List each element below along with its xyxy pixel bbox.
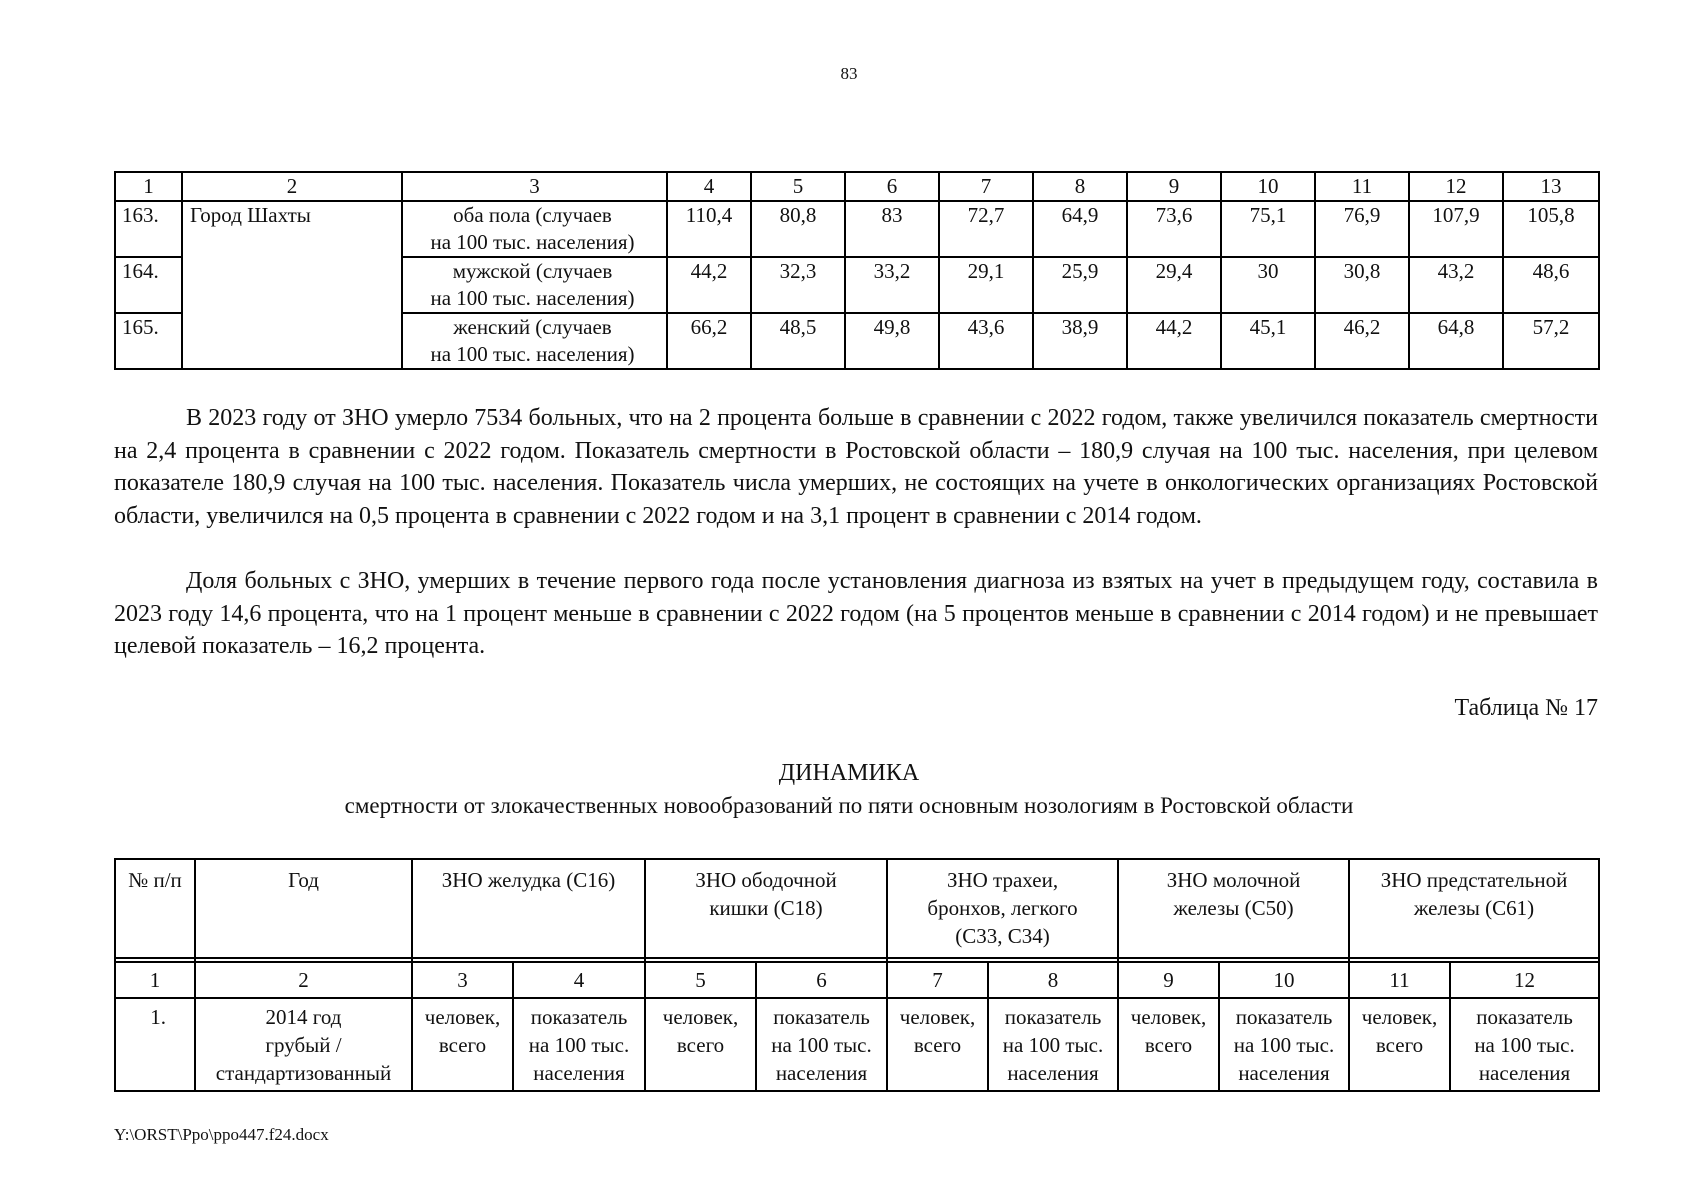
value-cell: 44,2 — [667, 257, 751, 313]
value-cell: 43,2 — [1409, 257, 1503, 313]
row-number: 1. — [115, 998, 195, 1091]
column-index: 13 — [1503, 172, 1599, 201]
page-number: 83 — [840, 64, 858, 83]
table-title: ДИНАМИКА — [778, 760, 920, 786]
value-cell: 105,8 — [1503, 201, 1599, 257]
table-row — [115, 998, 1599, 1091]
value-cell: 57,2 — [1503, 313, 1599, 369]
column-index: 5 — [645, 962, 756, 998]
header-prostate: ЗНО предстательной железы (С61) — [1349, 859, 1599, 958]
column-index-row — [115, 962, 1599, 998]
value-cell: 76,9 — [1315, 201, 1409, 257]
region-name: Город Шахты — [182, 201, 402, 369]
column-index: 3 — [402, 172, 667, 201]
people-cell: человек, всего — [412, 998, 513, 1091]
value-cell: 25,9 — [1033, 257, 1127, 313]
people-cell: человек, всего — [1349, 998, 1450, 1091]
column-index: 10 — [1221, 172, 1315, 201]
row-number: 165. — [115, 313, 182, 369]
header-num: № п/п — [115, 859, 195, 958]
value-cell: 66,2 — [667, 313, 751, 369]
column-index: 6 — [845, 172, 939, 201]
value-cell: 64,9 — [1033, 201, 1127, 257]
mortality-dynamics-table — [114, 858, 1600, 1092]
column-index: 7 — [887, 962, 988, 998]
column-index: 12 — [1450, 962, 1599, 998]
header-stomach: ЗНО желудка (С16) — [412, 859, 645, 958]
column-index: 2 — [182, 172, 402, 201]
column-index: 1 — [115, 172, 182, 201]
people-cell: человек, всего — [887, 998, 988, 1091]
sex-category: женский (случаев на 100 тыс. населения) — [402, 313, 667, 369]
value-cell: 33,2 — [845, 257, 939, 313]
people-cell: человек, всего — [1118, 998, 1219, 1091]
header-lung: ЗНО трахеи, бронхов, легкого (С33, С34) — [887, 859, 1118, 958]
row-number: 164. — [115, 257, 182, 313]
value-cell: 75,1 — [1221, 201, 1315, 257]
column-index: 12 — [1409, 172, 1503, 201]
value-cell: 29,1 — [939, 257, 1033, 313]
sex-category: оба пола (случаев на 100 тыс. населения) — [402, 201, 667, 257]
table-header-row — [115, 859, 1599, 958]
rate-cell: показатель на 100 тыс. населения — [1450, 998, 1599, 1091]
column-index: 7 — [939, 172, 1033, 201]
column-index: 4 — [667, 172, 751, 201]
column-index: 5 — [751, 172, 845, 201]
value-cell: 80,8 — [751, 201, 845, 257]
table-label: Таблица № 17 — [1454, 695, 1598, 721]
column-index: 11 — [1315, 172, 1409, 201]
people-cell: человек, всего — [645, 998, 756, 1091]
table-subtitle: смертности от злокачественных новообразований по пяти основным нозологиям в Ростовской области — [344, 793, 1354, 818]
rate-cell: показатель на 100 тыс. населения — [756, 998, 887, 1091]
value-cell: 72,7 — [939, 201, 1033, 257]
value-cell: 45,1 — [1221, 313, 1315, 369]
value-cell: 49,8 — [845, 313, 939, 369]
value-cell: 110,4 — [667, 201, 751, 257]
regional-data-table — [114, 171, 1600, 370]
value-cell: 43,6 — [939, 313, 1033, 369]
body-paragraph: В 2023 году от ЗНО умерло 7534 больных, что на 2 процента больше в сравнении с 2022 годом, также увеличился показатель смертности на 2,4 процента в сравнении с 2022 годом. Показатель смертности в Ростовской области – 180,9 случая на 100 тыс. населения, при целевом показателе 180,9 случая на 100 тыс. населения. Показатель числа умерших, не состоящих на учете в онкологических организациях Ростовской области, увеличился на 0,5 процента в сравнении с 2022 годом и на 3,1 процент в сравнении с 2014 годом. — [114, 405, 1598, 529]
column-index: 6 — [756, 962, 887, 998]
value-cell: 48,5 — [751, 313, 845, 369]
row-number: 163. — [115, 201, 182, 257]
column-index: 4 — [513, 962, 645, 998]
value-cell: 30,8 — [1315, 257, 1409, 313]
header-breast: ЗНО молочной железы (С50) — [1118, 859, 1349, 958]
rate-cell: показатель на 100 тыс. населения — [513, 998, 645, 1091]
column-index: 10 — [1219, 962, 1349, 998]
column-index: 1 — [115, 962, 195, 998]
table-header-row — [115, 172, 1599, 201]
value-cell: 107,9 — [1409, 201, 1503, 257]
value-cell: 64,8 — [1409, 313, 1503, 369]
header-year: Год — [195, 859, 412, 958]
column-index: 9 — [1118, 962, 1219, 998]
sex-category: мужской (случаев на 100 тыс. населения) — [402, 257, 667, 313]
header-colon: ЗНО ободочной кишки (С18) — [645, 859, 887, 958]
value-cell: 32,3 — [751, 257, 845, 313]
value-cell: 30 — [1221, 257, 1315, 313]
year-cell: 2014 год грубый / стандартизованный — [195, 998, 412, 1091]
value-cell: 73,6 — [1127, 201, 1221, 257]
rate-cell: показатель на 100 тыс. населения — [1219, 998, 1349, 1091]
value-cell: 83 — [845, 201, 939, 257]
table-row — [115, 201, 1599, 257]
column-index: 2 — [195, 962, 412, 998]
value-cell: 44,2 — [1127, 313, 1221, 369]
column-index: 9 — [1127, 172, 1221, 201]
value-cell: 48,6 — [1503, 257, 1599, 313]
column-index: 8 — [988, 962, 1118, 998]
body-paragraph: Доля больных с ЗНО, умерших в течение первого года после установления диагноза из взятых на учет в предыдущем году, составила в 2023 году 14,6 процента, что на 1 процент меньше в сравнении с 2022 годом (на 5 процентов меньше в сравнении с 2014 годом) и не превышает целевой показатель – 16,2 процента. — [114, 568, 1598, 659]
column-index: 8 — [1033, 172, 1127, 201]
value-cell: 38,9 — [1033, 313, 1127, 369]
value-cell: 29,4 — [1127, 257, 1221, 313]
rate-cell: показатель на 100 тыс. населения — [988, 998, 1118, 1091]
column-index: 3 — [412, 962, 513, 998]
file-path: Y:\ORST\Ppo\ppo447.f24.docx — [114, 1125, 329, 1144]
column-index: 11 — [1349, 962, 1450, 998]
value-cell: 46,2 — [1315, 313, 1409, 369]
